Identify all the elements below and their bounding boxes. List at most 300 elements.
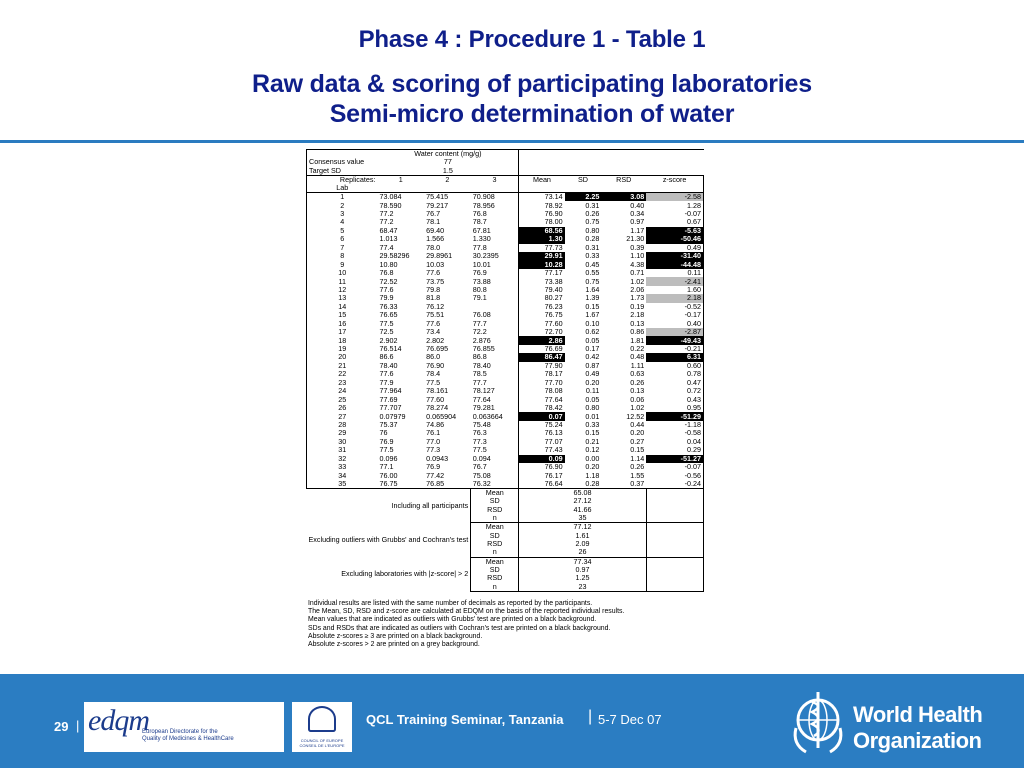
sd-cell: 0.80 xyxy=(585,403,600,413)
lab-id-cell: 8 xyxy=(307,252,378,260)
table-row xyxy=(307,455,704,463)
replicate-1-cell: 79.9 xyxy=(379,294,394,303)
replicate-2-cell: 78.1 xyxy=(426,218,441,227)
rsd-cell: 0.40 xyxy=(630,201,645,210)
rsd-cell: 12.52 xyxy=(626,412,645,421)
z-score-cell: -51.29 xyxy=(646,412,703,420)
slide-subtitle-1: Raw data & scoring of participating laboratories xyxy=(252,70,812,98)
rsd-cell: 0.26 xyxy=(630,463,645,472)
lab-id-cell: 22 xyxy=(307,370,378,378)
rsd-cell: 4.38 xyxy=(630,260,645,269)
sd-cell: 0.05 xyxy=(585,336,600,345)
rsd-cell: 1.02 xyxy=(630,403,645,413)
rsd-cell: 1.81 xyxy=(630,336,645,345)
rsd-cell: 1.11 xyxy=(630,361,645,370)
table-row xyxy=(307,438,704,446)
replicate-2-cell: 76.1 xyxy=(426,429,441,438)
mean-cell: 76.90 xyxy=(519,463,565,471)
replicate-1-cell: 76.75 xyxy=(377,480,424,489)
mean-cell: 86.47 xyxy=(519,353,565,361)
lab-id-cell: 28 xyxy=(307,421,378,429)
replicate-2-cell: 77.42 xyxy=(426,471,445,480)
table-row xyxy=(307,421,704,429)
replicates-label: Replicates: xyxy=(307,175,378,184)
replicate-2-cell: 78.274 xyxy=(426,403,449,413)
rsd-cell: 0.48 xyxy=(630,353,645,362)
page-separator: | xyxy=(76,718,80,733)
rsd-cell: 0.86 xyxy=(630,328,645,337)
replicate-2-cell: 77.60 xyxy=(426,395,445,404)
replicate-1-cell: 77.1 xyxy=(379,463,394,472)
replicate-2-cell: 77.3 xyxy=(426,446,441,455)
table-row xyxy=(307,320,704,328)
lab-id-cell: 14 xyxy=(307,303,378,311)
table-row xyxy=(307,480,704,489)
z-score-cell: -0.07 xyxy=(646,463,703,471)
water-content-table xyxy=(306,149,704,592)
replicate-1-cell: 2.902 xyxy=(379,336,398,345)
replicate-1-cell: 77.964 xyxy=(379,387,402,396)
lab-id-cell: 31 xyxy=(307,446,378,454)
replicate-3-cell: 77.7 xyxy=(472,319,487,328)
summary-stat-value: 41.66 xyxy=(519,506,646,514)
sd-cell: 0.42 xyxy=(585,353,600,362)
mean-cell: 0.09 xyxy=(519,455,565,463)
note-line: Individual results are listed with the same number of decimals as reported by the participants. xyxy=(308,600,593,607)
replicate-3-cell: 1.330 xyxy=(472,235,491,244)
sd-cell: 0.28 xyxy=(565,480,602,489)
lab-id-cell: 11 xyxy=(307,277,378,285)
sd-header: SD xyxy=(577,175,588,184)
lab-header: Lab xyxy=(307,184,378,193)
page-number: 29 xyxy=(54,719,69,734)
note-line: Absolute z-scores > 2 are printed on a grey background. xyxy=(308,641,480,649)
z-score-cell: -2.87 xyxy=(646,328,703,336)
replicate-3-cell: 75.08 xyxy=(472,471,491,480)
summary-row xyxy=(307,523,704,532)
summary-label: Excluding outliers with Grubbs' and Cochran's test xyxy=(308,535,469,545)
replicate-2-cell: 2.802 xyxy=(426,336,445,345)
rsd-cell: 0.22 xyxy=(630,344,645,353)
summary-stat-value: 2.09 xyxy=(519,540,646,548)
replicate-3-cell: 78.5 xyxy=(472,370,487,379)
sd-cell: 0.20 xyxy=(585,463,600,472)
mean-cell: 77.43 xyxy=(519,446,565,454)
mean-cell: 0.07 xyxy=(519,412,565,420)
sd-cell: 0.17 xyxy=(585,344,600,353)
council-of-europe-text: COUNCIL OF EUROPE CONSEIL DE L'EUROPE xyxy=(299,738,345,748)
edqm-logo xyxy=(84,702,284,752)
z-score-cell: -2.41 xyxy=(646,277,703,285)
sd-cell: 1.64 xyxy=(585,285,600,294)
sd-cell: 0.00 xyxy=(585,454,600,463)
mean-cell: 78.00 xyxy=(519,218,565,226)
mean-cell: 77.70 xyxy=(519,379,565,387)
replicate-3-cell: 67.81 xyxy=(472,226,491,235)
z-score-cell: -51.27 xyxy=(646,455,703,463)
z-score-cell: -0.21 xyxy=(646,345,703,353)
sd-cell: 0.55 xyxy=(585,268,600,278)
mean-cell: 78.08 xyxy=(519,387,565,395)
replicate-1-cell: 72.52 xyxy=(379,277,398,286)
summary-stat-value: 0.97 xyxy=(519,566,646,574)
z-score-cell: -1.18 xyxy=(646,421,703,429)
table-row xyxy=(307,193,704,202)
replicate-1-cell: 76.9 xyxy=(379,437,394,446)
slide-title: Phase 4 : Procedure 1 - Table 1 xyxy=(358,26,706,53)
lab-id-cell: 4 xyxy=(307,218,378,226)
rsd-cell: 1.73 xyxy=(630,294,645,303)
summary-stat-label: Mean xyxy=(471,489,519,498)
seminar-title: QCL Training Seminar, Tanzania xyxy=(366,712,564,727)
lab-id-cell: 9 xyxy=(307,261,378,269)
mean-cell: 2.86 xyxy=(519,336,565,344)
replicate-2-cell: 77.6 xyxy=(426,319,441,328)
table-row xyxy=(307,353,704,361)
replicate-2-cell: 78.0 xyxy=(426,243,441,252)
lab-id-cell: 25 xyxy=(307,396,378,404)
z-score-cell: 2.18 xyxy=(646,294,703,302)
summary-stat-label: RSD xyxy=(471,506,519,514)
slide-title-block xyxy=(0,0,1024,148)
seminar-date: 5-7 Dec 07 xyxy=(598,712,662,727)
summary-stat-value: 1.61 xyxy=(519,532,646,540)
target-sd-label: Target SD xyxy=(307,167,378,176)
mean-cell: 72.70 xyxy=(519,328,565,336)
mean-cell: 76.75 xyxy=(519,311,565,319)
sd-cell: 0.87 xyxy=(585,361,600,370)
replicate-1-cell: 77.5 xyxy=(379,319,394,328)
replicate-2-cell: 75.415 xyxy=(426,192,449,202)
summary-label: Including all participants xyxy=(391,500,469,510)
z-score-cell: 0.60 xyxy=(646,362,703,370)
lab-id-cell: 13 xyxy=(307,294,378,302)
rsd-cell: 0.13 xyxy=(630,319,645,328)
lab-id-cell: 6 xyxy=(307,235,378,243)
table-row xyxy=(307,277,704,285)
replicate-1-cell: 77.6 xyxy=(379,285,394,294)
sd-cell: 0.45 xyxy=(585,260,600,269)
sd-cell: 0.05 xyxy=(585,395,600,404)
replicate-3-cell: 2.876 xyxy=(472,336,491,345)
sd-cell: 0.01 xyxy=(585,412,600,421)
replicate-2-cell: 74.86 xyxy=(426,420,445,429)
replicate-1-cell: 10.80 xyxy=(379,260,398,269)
replicate-3-cell: 77.7 xyxy=(472,378,487,387)
summary-stat-label: RSD xyxy=(471,574,519,582)
mean-cell: 76.69 xyxy=(519,345,565,353)
lab-id-cell: 18 xyxy=(307,336,378,344)
replicate-3-cell: 80.8 xyxy=(472,285,487,294)
replicate-2-cell: 76.90 xyxy=(426,361,445,370)
table-row xyxy=(307,252,704,260)
table-row xyxy=(307,396,704,404)
note-line: Absolute z-scores ≥ 3 are printed on a black background. xyxy=(308,632,483,640)
sd-cell: 0.21 xyxy=(585,437,600,446)
replicate-3-cell: 76.08 xyxy=(472,311,491,320)
z-score-cell: -0.58 xyxy=(646,429,703,437)
lab-id-cell: 26 xyxy=(307,404,378,412)
summary-stat-value: 26 xyxy=(519,548,646,557)
rsd-cell: 0.39 xyxy=(630,243,645,252)
sd-cell: 0.15 xyxy=(585,302,600,311)
replicate-1-cell: 1.013 xyxy=(379,235,398,244)
replicate-2-cell: 73.75 xyxy=(426,277,445,286)
water-content-header: Water content (mg/g) xyxy=(377,150,518,159)
lab-id-cell: 2 xyxy=(307,201,378,209)
summary-stat-label: RSD xyxy=(471,540,519,548)
rsd-cell: 2.18 xyxy=(630,311,645,320)
table-row xyxy=(307,345,704,353)
replicate-2-cell: 75.51 xyxy=(426,311,445,320)
lab-id-cell: 17 xyxy=(307,328,378,336)
mean-cell: 76.90 xyxy=(519,210,565,218)
replicate-1-header: 1 xyxy=(398,175,403,184)
lab-id-cell: 24 xyxy=(307,387,378,395)
replicate-3-cell: 0.063664 xyxy=(472,412,503,421)
edqm-logo-text: edqm xyxy=(88,704,149,737)
table-row xyxy=(307,269,704,277)
lab-id-cell: 5 xyxy=(307,227,378,235)
z-score-cell: 0.95 xyxy=(646,404,703,412)
table-row xyxy=(307,412,704,420)
replicate-1-cell: 76.8 xyxy=(379,268,394,278)
replicate-2-cell: 0.065904 xyxy=(426,412,457,421)
lab-id-cell: 21 xyxy=(307,362,378,370)
replicate-3-cell: 10.01 xyxy=(472,260,491,269)
z-score-cell: 6.31 xyxy=(646,353,703,361)
note-line: Mean values that are indicated as outliers with Grubbs' test are printed on a black background. xyxy=(308,616,597,624)
z-score-cell: 0.67 xyxy=(646,218,703,226)
table-row xyxy=(307,294,704,302)
replicate-2-header: 2 xyxy=(445,175,450,184)
replicate-2-cell: 77.5 xyxy=(426,378,441,387)
summary-stat-label: Mean xyxy=(471,557,519,566)
rsd-cell: 1.02 xyxy=(630,277,645,286)
footer-bar xyxy=(0,674,1024,768)
z-score-cell: -0.17 xyxy=(646,311,703,319)
replicate-3-cell: 75.48 xyxy=(472,420,491,429)
sd-cell: 0.11 xyxy=(585,387,600,396)
summary-stat-label: n xyxy=(471,548,519,557)
replicate-1-cell: 76.00 xyxy=(379,471,398,480)
summary-stat-value: 65.08 xyxy=(519,489,646,498)
replicate-2-cell: 77.6 xyxy=(426,268,441,278)
table-notes xyxy=(308,600,728,649)
z-score-cell: 0.78 xyxy=(646,370,703,378)
z-score-cell: -50.46 xyxy=(646,235,703,243)
replicate-3-cell: 30.2395 xyxy=(472,252,499,261)
z-score-cell: 0.72 xyxy=(646,387,703,395)
rsd-cell: 1.55 xyxy=(630,471,645,480)
replicate-1-cell: 0.096 xyxy=(379,454,398,463)
summary-stat-label: n xyxy=(471,583,519,592)
rsd-cell: 0.37 xyxy=(601,480,646,489)
replicate-2-cell: 76.9 xyxy=(426,463,441,472)
sd-cell: 0.12 xyxy=(585,446,600,455)
lab-id-cell: 1 xyxy=(307,193,378,202)
replicate-2-cell: 29.8961 xyxy=(426,252,453,261)
z-score-cell: 0.49 xyxy=(646,244,703,252)
rsd-cell: 0.44 xyxy=(630,420,645,429)
rsd-cell: 3.08 xyxy=(601,193,646,202)
replicate-1-cell: 76 xyxy=(379,429,388,438)
slide-subtitle-2: Semi-micro determination of water xyxy=(329,100,735,128)
summary-stat-value: 77.12 xyxy=(519,523,646,532)
mean-header: Mean xyxy=(519,175,565,184)
sd-cell: 0.20 xyxy=(585,378,600,387)
replicate-3-cell: 76.3 xyxy=(472,429,487,438)
target-sd-value: 1.5 xyxy=(377,167,518,176)
replicate-2-cell: 76.12 xyxy=(426,302,445,311)
replicate-3-cell: 77.5 xyxy=(472,446,487,455)
replicate-1-cell: 77.2 xyxy=(379,218,394,227)
z-score-cell: -44.48 xyxy=(646,261,703,269)
replicate-3-cell: 78.956 xyxy=(472,201,495,210)
mean-cell: 73.14 xyxy=(519,193,565,202)
z-score-cell: 0.40 xyxy=(646,320,703,328)
lab-id-cell: 33 xyxy=(307,463,378,471)
replicate-3-cell: 70.908 xyxy=(472,192,495,202)
z-score-header: z-score xyxy=(646,175,703,184)
note-line: The Mean, SD, RSD and z-score are calculated at EDQM on the basis of the reported individual results. xyxy=(308,608,625,616)
replicate-3-cell: 76.855 xyxy=(472,344,495,353)
mean-cell: 75.24 xyxy=(519,421,565,429)
replicate-3-cell: 78.7 xyxy=(472,218,487,227)
replicate-3-cell: 76.9 xyxy=(472,268,487,278)
mean-cell: 77.07 xyxy=(519,438,565,446)
mean-cell: 77.73 xyxy=(519,244,565,252)
replicate-2-cell: 1.566 xyxy=(426,235,445,244)
lab-id-cell: 34 xyxy=(307,471,378,479)
summary-stat-value: 27.12 xyxy=(519,497,646,505)
table-row xyxy=(307,261,704,269)
z-score-cell: 1.28 xyxy=(646,201,703,209)
replicate-3-cell: 77.8 xyxy=(472,243,487,252)
replicate-1-cell: 75.37 xyxy=(379,420,398,429)
mean-cell: 77.17 xyxy=(519,269,565,277)
replicate-2-cell: 73.4 xyxy=(426,328,441,337)
replicate-1-cell: 76.514 xyxy=(379,344,402,353)
table-row xyxy=(307,471,704,479)
sd-cell: 1.39 xyxy=(585,294,600,303)
replicate-2-cell: 78.4 xyxy=(426,370,441,379)
mean-cell: 76.64 xyxy=(519,480,565,489)
replicate-2-cell: 78.161 xyxy=(426,387,449,396)
replicate-3-cell: 0.094 xyxy=(472,454,491,463)
z-score-cell: -2.58 xyxy=(646,193,703,202)
replicate-2-cell: 86.0 xyxy=(426,353,441,362)
sd-cell: 0.31 xyxy=(585,243,600,252)
replicate-3-cell: 76.32 xyxy=(471,480,519,489)
table-row xyxy=(307,218,704,226)
table-row xyxy=(307,336,704,344)
table-row xyxy=(307,362,704,370)
table-row xyxy=(307,429,704,437)
table-row xyxy=(307,303,704,311)
replicate-1-cell: 77.5 xyxy=(379,446,394,455)
table-row xyxy=(307,244,704,252)
mean-cell: 1.30 xyxy=(519,235,565,243)
summary-row xyxy=(307,489,704,498)
lab-id-cell: 29 xyxy=(307,429,378,437)
rsd-cell: 1.17 xyxy=(630,226,645,235)
replicate-2-cell: 0.0943 xyxy=(426,454,449,463)
z-score-cell: 1.60 xyxy=(646,286,703,294)
rsd-cell: 0.13 xyxy=(630,387,645,396)
summary-stat-label: SD xyxy=(471,497,519,505)
replicate-2-cell: 76.695 xyxy=(426,344,449,353)
z-score-cell: -0.07 xyxy=(646,210,703,218)
rsd-cell: 0.63 xyxy=(630,370,645,379)
lab-id-cell: 7 xyxy=(307,244,378,252)
replicate-1-cell: 77.9 xyxy=(379,378,394,387)
z-score-cell: 0.29 xyxy=(646,446,703,454)
sd-cell: 0.75 xyxy=(585,218,600,227)
lab-id-cell: 23 xyxy=(307,379,378,387)
replicate-1-cell: 76.33 xyxy=(379,302,398,311)
replicate-2-cell: 76.85 xyxy=(424,480,471,489)
replicate-3-cell: 73.88 xyxy=(472,277,491,286)
z-score-cell: -0.56 xyxy=(646,471,703,479)
z-score-cell: -0.52 xyxy=(646,303,703,311)
table-row xyxy=(307,463,704,471)
mean-cell: 76.17 xyxy=(519,471,565,479)
mean-cell: 10.28 xyxy=(519,261,565,269)
rsd-cell: 2.06 xyxy=(630,285,645,294)
lab-id-cell: 10 xyxy=(307,269,378,277)
lab-id-cell: 16 xyxy=(307,320,378,328)
z-score-cell: 0.11 xyxy=(646,269,703,277)
mean-cell: 77.64 xyxy=(519,396,565,404)
replicate-1-cell: 72.5 xyxy=(379,328,394,337)
replicate-2-cell: 77.0 xyxy=(426,437,441,446)
rsd-cell: 0.27 xyxy=(630,437,645,446)
sd-cell: 1.67 xyxy=(585,311,600,320)
mean-cell: 77.60 xyxy=(519,320,565,328)
council-of-europe-logo xyxy=(292,702,352,752)
replicate-1-cell: 77.707 xyxy=(379,403,402,413)
replicate-1-cell: 77.6 xyxy=(379,370,394,379)
mean-cell: 73.38 xyxy=(519,277,565,285)
replicate-1-cell: 86.6 xyxy=(379,353,394,362)
rsd-cell: 0.15 xyxy=(630,446,645,455)
replicate-3-cell: 77.3 xyxy=(472,437,487,446)
sd-cell: 0.10 xyxy=(585,319,600,328)
replicate-1-cell: 78.590 xyxy=(379,201,402,210)
summary-stat-value: 35 xyxy=(519,514,646,523)
replicate-2-cell: 10.03 xyxy=(426,260,445,269)
table-row xyxy=(307,286,704,294)
mean-cell: 68.56 xyxy=(519,227,565,235)
sd-cell: 0.26 xyxy=(585,209,600,218)
z-score-cell: 0.04 xyxy=(646,438,703,446)
z-score-cell: -31.40 xyxy=(646,252,703,260)
replicate-2-cell: 81.8 xyxy=(426,294,441,303)
z-score-cell: -49.43 xyxy=(646,336,703,344)
summary-stat-value: 23 xyxy=(519,583,646,592)
table-row xyxy=(307,201,704,209)
summary-stat-label: n xyxy=(471,514,519,523)
summary-stat-label: SD xyxy=(471,566,519,574)
lab-id-cell: 15 xyxy=(307,311,378,319)
replicate-1-cell: 77.4 xyxy=(379,243,394,252)
council-of-europe-emblem-icon xyxy=(308,706,336,732)
summary-row xyxy=(307,557,704,566)
replicate-3-cell: 79.1 xyxy=(472,294,487,303)
summary-stat-label: Mean xyxy=(471,523,519,532)
table-row xyxy=(307,370,704,378)
